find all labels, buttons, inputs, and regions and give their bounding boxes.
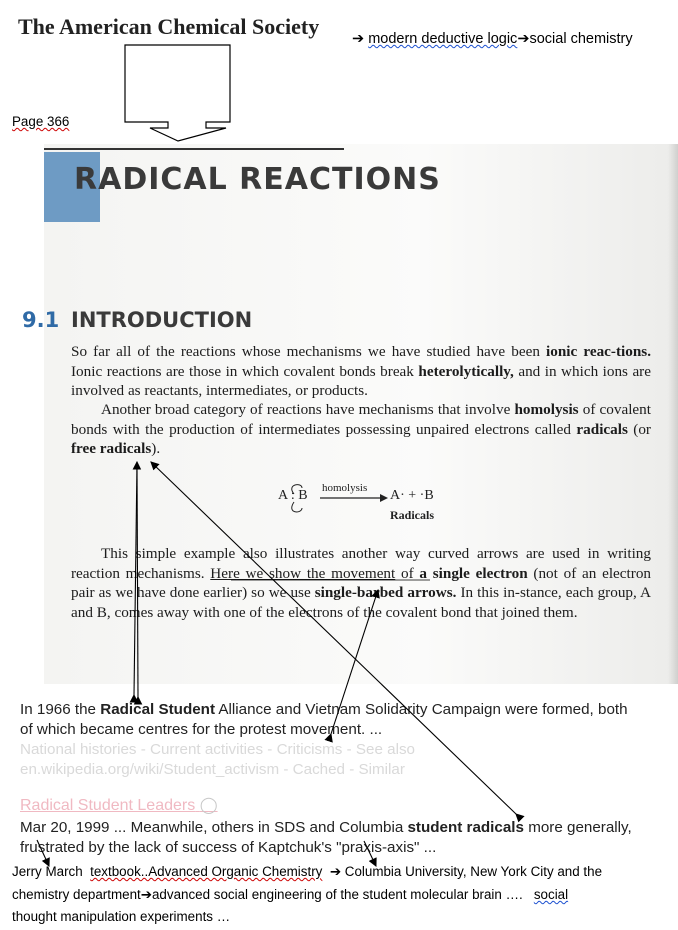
homolysis-scheme	[278, 484, 478, 524]
result-1-line-1: In 1966 the Radical Student Alliance and Vietnam Solidarity Campaign were formed, both	[20, 701, 628, 718]
arrow-right-icon: ➔	[352, 31, 365, 47]
bold-term: free radicals	[71, 440, 152, 458]
result-2-line-1: Mar 20, 1999 ... Meanwhile, others in SDS and Columbia student radicals more generally,	[20, 819, 632, 836]
chapter-title: RADICAL REACTIONS	[74, 162, 441, 197]
footer-line-2: chemistry department➔advanced social engineering of the student molecular brain …. social	[12, 887, 569, 902]
chain-text	[352, 31, 633, 47]
arrow-right-icon: ➔	[140, 887, 152, 902]
result-2-line-2: frustrated by the lack of success of Kaptchuk's "praxis-axis" ...	[20, 839, 437, 856]
down-arrow-shape	[120, 44, 280, 144]
scheme-product-label: Radicals	[390, 508, 435, 522]
scheme-reactant: A : B	[278, 488, 308, 503]
chain-1: modern deductive logic	[368, 31, 518, 47]
section-title: INTRODUCTION	[71, 308, 253, 332]
bold-term: ionic reac-tions.	[546, 343, 651, 360]
result-1-links[interactable]: National histories - Current activities - Criticisms - See also	[20, 741, 415, 758]
bold-term: single-barbed arrows.	[314, 584, 457, 602]
bold-term: radicals	[576, 420, 628, 438]
footer-line-3: thought manipulation experiments …	[12, 909, 231, 924]
society-title-text: The American Chemical Society	[18, 14, 325, 40]
paragraph-2: Another broad category of reactions have mechanisms that involve homolysis of covalent bonds with the production of intermediates possessing unpaired electrons called radicals (or free radicals).	[71, 401, 651, 458]
scheme-product: A· + ·B	[390, 488, 434, 503]
reaction-arrow-icon	[318, 492, 388, 504]
result-2-title[interactable]: Radical Student Leaders ◯	[20, 797, 218, 814]
underlined-phrase: Here we show the movement	[210, 564, 396, 582]
page-number: Page 366	[12, 114, 70, 129]
circle-icon: ◯	[199, 797, 218, 814]
bold-term: a single electron	[419, 564, 528, 582]
paragraph-1: So far all of the reactions whose mechanisms we have studied have been ionic reac-tions. Ionic reactions are those in which covalent bonds break heterolytically, and in which ions are involved as reactants, intermediates, or products.	[71, 343, 651, 400]
single-barbed-arrows-icon	[280, 480, 314, 516]
bold-term: homolysis	[514, 401, 579, 418]
arrow-right-icon: ➔	[329, 864, 342, 879]
scan-shadow	[668, 144, 678, 684]
result-1-bold: Radical Student	[100, 701, 216, 718]
result-1-line-2: of which became centres for the protest movement. ...	[20, 721, 383, 738]
bold-term: heterolytically,	[418, 362, 514, 380]
chain-2: social chemistry	[529, 31, 633, 47]
result-1-url[interactable]: en.wikipedia.org/wiki/Student_activism - Cached - Similar	[20, 761, 405, 778]
scheme-arrow-label: homolysis	[322, 482, 368, 494]
section-number: 9.1	[22, 308, 60, 332]
footer-line-1: Jerry March textbook..Advanced Organic Chemistry ➔ Columbia University, New York City and the	[12, 864, 603, 879]
paragraph-3: This simple example also illustrates another way curved arrows are used in writing reaction mechanisms. Here we show the movement of a single electron (not of an electron pair as we have done earlier) so we use single-barbed arrows. In this in-stance, each group, A and B, comes away with one of the electrons of the covalent bond that joined them.	[71, 545, 652, 621]
arrow-right-icon: ➔	[517, 31, 530, 47]
chapter-rule	[44, 148, 344, 150]
